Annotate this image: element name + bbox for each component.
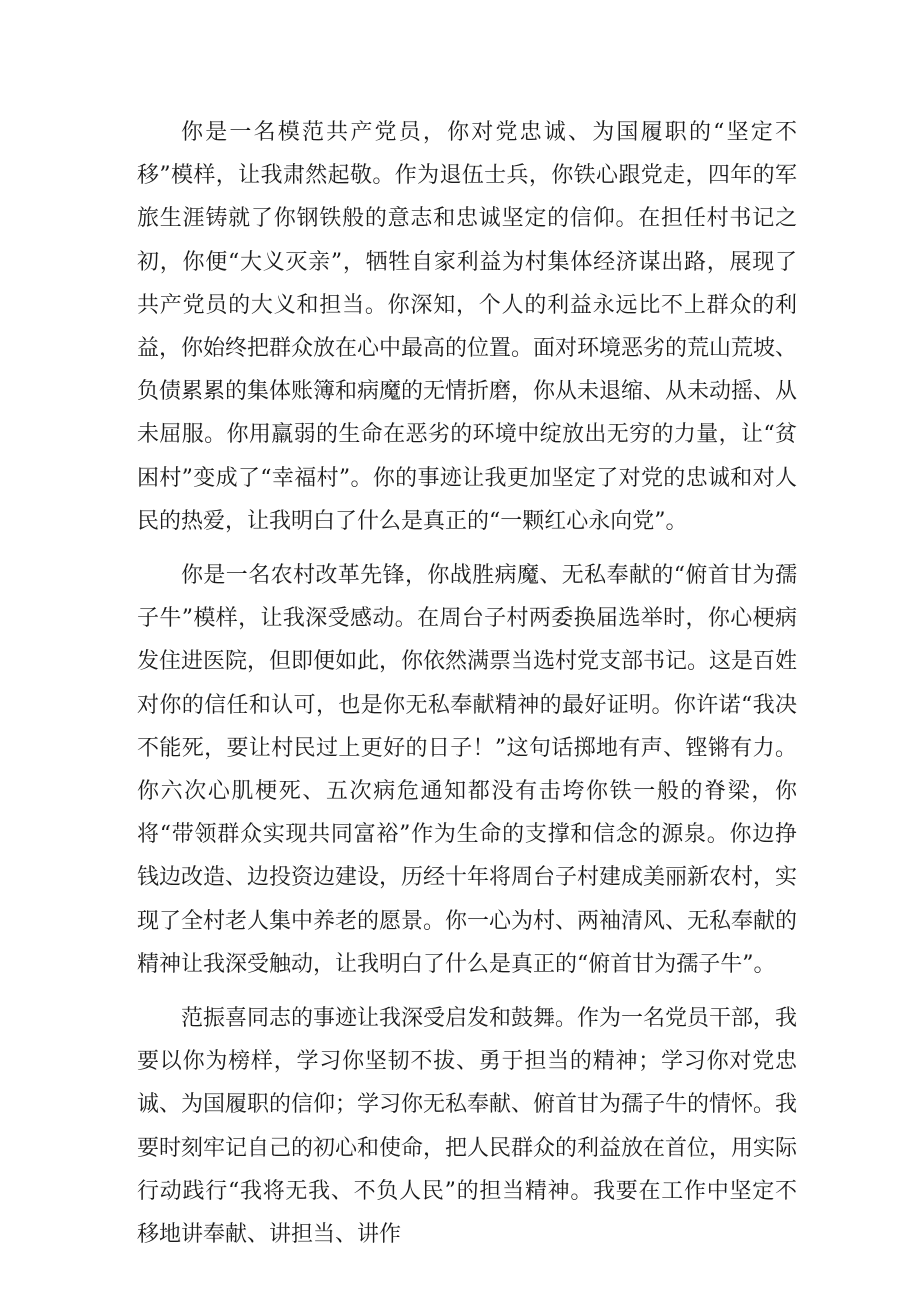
document-body [137,111,797,1267]
paragraph-3: 范振喜同志的事迹让我深受启发和鼓舞。作为一名党员干部，我要以你为榜样，学习你坚韧不拔、勇于担当的精神；学习你对党忠诚、为国履职的信仰；学习你无私奉献、俯首甘为孺子牛的情怀。我要时刻牢记自己的初心和使命，把人民群众的利益放在首位，用实际行动践行“我将无我、不负人民”的担当精神。我要在工作中坚定不移地讲奉献、讲担当、讲作 [137,1006,798,1248]
paragraph-2: 你是一名农村改革先锋，你战胜病魔、无私奉献的“俯首甘为孺子牛”模样，让我深受感动。在周台子村两委换届选举时，你心梗病发住进医院，但即便如此，你依然满票当选村党支部书记。这是百姓对你的信任和认可，也是你无私奉献精神的最好证明。你许诺“我决不能死，要让村民过上更好的日子！”这句话掷地有声、铿锵有力。你六次心肌梗死、五次病危通知都没有击垮你铁一般的脊梁，你将“带领群众实现共同富裕”作为生命的支撑和信念的源泉。你边挣钱边改造、边投资边建设，历经十年将周台子村建成美丽新农村，实现了全村老人集中养老的愿景。你一心为村、两袖清风、无私奉献的精神让我深受触动，让我明白了什么是真正的“俯首甘为孺子牛”。 [137,563,798,977]
paragraph-1: 你是一名模范共产党员，你对党忠诚、为国履职的“坚定不移”模样，让我肃然起敬。作为退伍士兵，你铁心跟党走，四年的军旅生涯铸就了你钢铁般的意志和忠诚坚定的信仰。在担任村书记之初，你便“大义灭亲”，牺牲自家利益为村集体经济谋出路，展现了共产党员的大义和担当。你深知，个人的利益永远比不上群众的利益，你始终把群众放在心中最高的位置。面对环境恶劣的荒山荒坡、负债累累的集体账簿和病魔的无情折磨，你从未退缩、从未动摇、从未屈服。你用羸弱的生命在恶劣的环境中绽放出无穷的力量，让“贫困村”变成了“幸福村”。你的事迹让我更加坚定了对党的忠诚和对人民的热爱，让我明白了什么是真正的“一颗红心永向党”。 [137,120,798,534]
